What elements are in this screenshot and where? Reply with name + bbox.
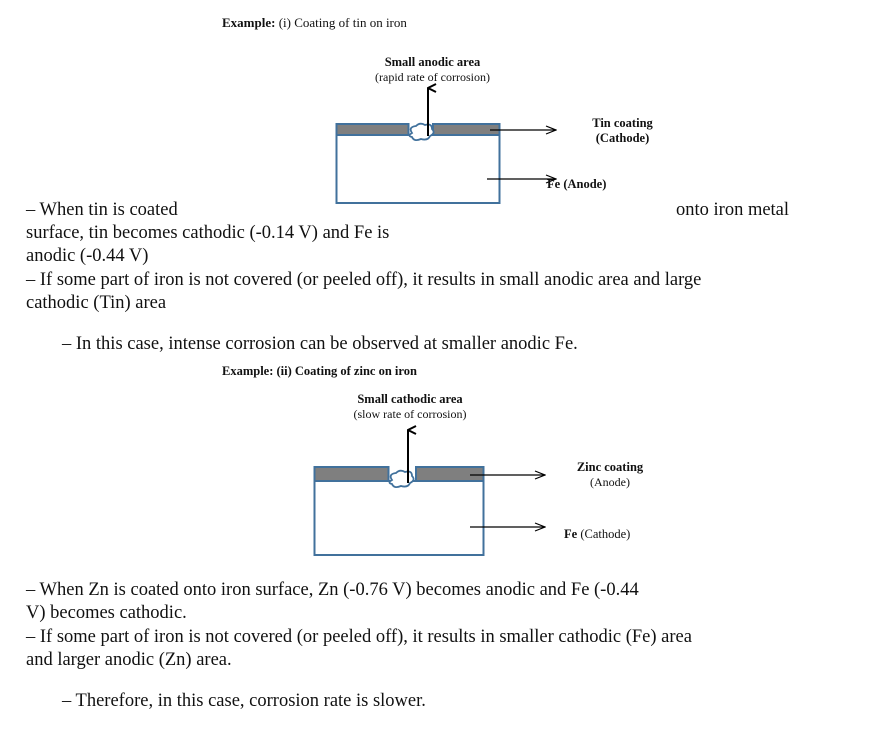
example2-caption: Example: (ii) Coating of zinc on iron [222, 364, 417, 378]
example1-caption-text: (i) Coating of tin on iron [275, 15, 407, 30]
iron-base [315, 481, 484, 555]
zinc-coating-label: Zinc coating [576, 460, 644, 474]
anode-label: (Anode) [560, 177, 607, 191]
zinc-coating-left [315, 467, 389, 481]
tin-coating-left [337, 124, 409, 135]
tin-coating-right [433, 124, 500, 135]
para2-line3: – If some part of iron is not covered (or peeled off), it results in smaller cathodic (Fe) area [26, 627, 692, 647]
example1-top-label-group [350, 55, 515, 85]
para1-line1-right: onto iron metal [676, 200, 790, 220]
small-cathodic-area-label: Small cathodic area [357, 392, 463, 406]
para2-line4: and larger anodic (Zn) area. [26, 650, 232, 670]
corrosion-pit [390, 471, 414, 487]
zinc-anode-label: (Anode) [590, 475, 630, 489]
small-anodic-area-label: Small anodic area [384, 55, 481, 69]
zinc-coating-right [416, 467, 484, 481]
iron-base [337, 135, 500, 203]
tin-cathode-label: (Cathode) [595, 131, 650, 145]
zinc-on-iron-diagram [315, 430, 546, 555]
rapid-rate-label: (rapid rate of corrosion) [375, 70, 490, 84]
para2-line2: V) becomes cathodic. [26, 603, 187, 623]
fe-label: Fe [564, 527, 578, 541]
example1-caption [222, 15, 407, 31]
tin-coating-label-group [575, 116, 670, 146]
zinc-coating-label-group [560, 460, 660, 490]
cathode-label: (Cathode) [577, 527, 631, 541]
fe-cathode-label [564, 527, 630, 542]
fe-label: Fe [547, 177, 561, 191]
para1-line4: – If some part of iron is not covered (or peeled off), it results in small anodic area and large [26, 270, 702, 290]
para2-line1: – When Zn is coated onto iron surface, Zn (-0.76 V) becomes anodic and Fe (-0.44 [26, 580, 639, 600]
tin-coating-label: Tin coating [592, 116, 653, 130]
example2-top-label-group [330, 392, 490, 422]
slow-rate-label: (slow rate of corrosion) [353, 407, 467, 421]
fe-anode-label [547, 177, 606, 192]
para1-line1-left: – When tin is coated [26, 200, 178, 220]
corrosion-pit [410, 124, 434, 140]
para1-line2: surface, tin becomes cathodic (-0.14 V) and Fe is [26, 223, 390, 243]
para1-line5: cathodic (Tin) area [26, 293, 167, 313]
para2-conclusion: – Therefore, in this case, corrosion rate is slower. [62, 691, 426, 711]
tin-on-iron-diagram [337, 88, 557, 203]
example1-caption-prefix: Example: [222, 15, 276, 30]
para1-conclusion: – In this case, intense corrosion can be observed at smaller anodic Fe. [62, 334, 578, 354]
para1-line3: anodic (-0.44 V) [26, 246, 149, 266]
